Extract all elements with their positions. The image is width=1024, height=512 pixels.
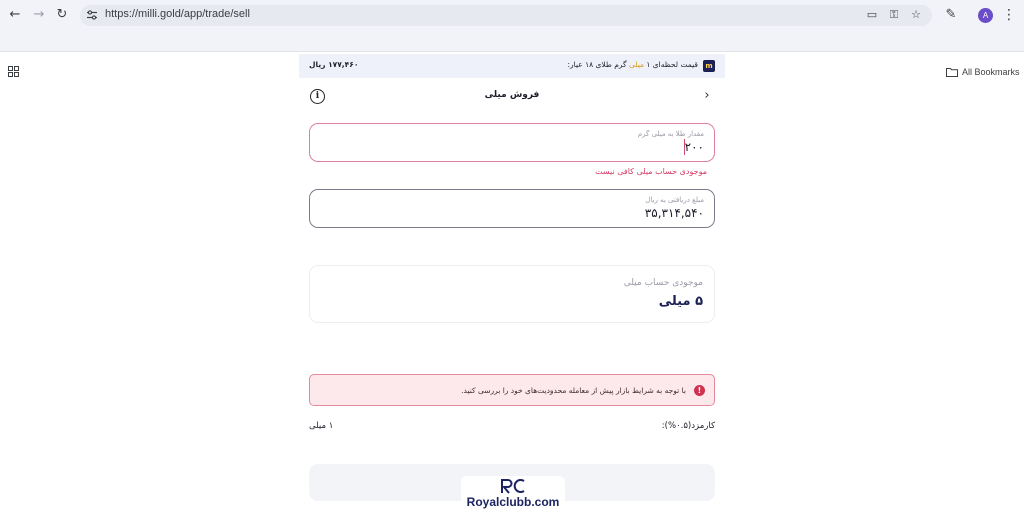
chevron-right-icon[interactable]: ›	[704, 88, 710, 103]
milli-logo-icon: m	[703, 60, 715, 72]
forward-arrow-icon[interactable]: →	[33, 7, 45, 22]
folder-icon	[946, 67, 958, 77]
all-bookmarks-button[interactable]	[946, 64, 1020, 80]
insufficient-balance-error: موجودی حساب میلی کافی نیست	[595, 167, 707, 176]
site-settings-icon[interactable]	[86, 9, 98, 21]
gold-amount-value[interactable]: ۲۰۰	[684, 140, 704, 154]
fee-label: کارمزد(۰.۵%):	[661, 421, 715, 431]
alert-icon: !	[694, 385, 705, 396]
page-title: فروش میلی	[484, 90, 540, 100]
address-bar[interactable]	[80, 5, 932, 26]
balance-value: ۵ میلی	[658, 294, 703, 309]
price-label-highlight: میلی	[628, 60, 644, 69]
received-amount-value[interactable]: ۳۵,۳۱۴,۵۴۰	[644, 206, 704, 220]
gold-amount-input[interactable]	[309, 123, 715, 162]
password-key-icon[interactable]: ⚿	[889, 8, 899, 21]
reload-icon[interactable]: ↻	[56, 7, 68, 22]
watermark-logo-icon	[500, 478, 526, 494]
bookmark-star-icon[interactable]: ☆	[911, 8, 921, 21]
balance-card	[309, 265, 715, 323]
received-amount-label: مبلغ دریافتی به ریال	[645, 196, 704, 204]
install-app-icon[interactable]: ▭	[866, 8, 878, 21]
live-price-label	[568, 60, 698, 69]
all-bookmarks-label: All Bookmarks	[962, 67, 1020, 77]
extensions-puzzle-icon[interactable]: ✎	[945, 7, 957, 22]
browser-menu-icon[interactable]: ⋮	[1002, 7, 1016, 23]
gold-amount-label: مقدار طلا به میلی گرم	[637, 130, 704, 138]
browser-toolbar	[0, 0, 1024, 31]
price-label-prefix: قیمت لحظه‌ای ۱	[646, 60, 698, 69]
warning-text: با توجه به شرایط بازار پیش از معامله محدودیت‌های خود را بررسی کنید.	[461, 386, 686, 395]
info-icon[interactable]: i	[310, 89, 325, 104]
url-text[interactable]: https://milli.gold/app/trade/sell	[105, 8, 250, 20]
balance-label: موجودی حساب میلی	[623, 278, 703, 288]
text-caret	[684, 139, 685, 155]
back-arrow-icon[interactable]: ←	[9, 7, 21, 22]
market-warning-alert	[309, 374, 715, 406]
profile-avatar[interactable]: A	[978, 8, 993, 23]
received-amount-field[interactable]	[309, 189, 715, 228]
apps-grid-icon[interactable]	[8, 66, 19, 77]
watermark-text: Royalclubb.com	[466, 495, 560, 509]
price-label-suffix: گرم طلای ۱۸ عیار:	[567, 60, 627, 69]
fee-value: ۱ میلی	[309, 421, 334, 431]
live-price-bar	[299, 54, 725, 78]
live-price-value: ۱۷۷,۴۶۰ ریال	[309, 60, 359, 69]
